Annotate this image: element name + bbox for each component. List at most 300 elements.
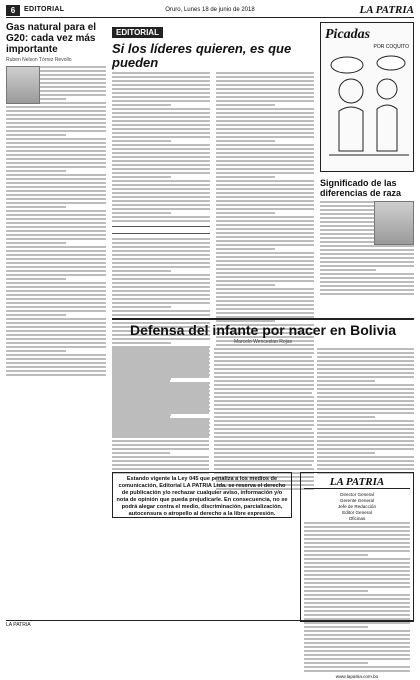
text-line	[6, 158, 106, 160]
left-column-article	[6, 22, 106, 552]
text-line	[6, 154, 106, 156]
text-line	[216, 184, 314, 186]
text-line	[214, 424, 311, 426]
text-line	[216, 296, 314, 298]
text-line	[216, 136, 314, 138]
text-line	[216, 252, 314, 254]
text-line	[112, 188, 210, 190]
text-line	[216, 284, 275, 286]
text-line	[320, 277, 414, 279]
text-line	[6, 306, 106, 308]
text-line	[317, 432, 414, 434]
text-line	[112, 152, 210, 154]
text-line	[6, 258, 106, 260]
text-line	[6, 330, 106, 332]
text-line	[112, 96, 210, 98]
text-line	[214, 364, 311, 366]
staff-placeholder-lines	[304, 522, 410, 672]
editorial-headline: Si los líderes quieren, es que pueden	[112, 41, 292, 70]
text-line	[317, 380, 375, 382]
text-line	[216, 232, 314, 234]
text-line	[320, 293, 414, 295]
text-line	[6, 342, 106, 344]
text-line	[112, 384, 209, 386]
text-line	[112, 180, 210, 182]
text-line	[112, 164, 210, 166]
text-line	[112, 108, 210, 110]
text-line	[6, 110, 106, 112]
text-line	[112, 238, 210, 240]
text-line	[112, 286, 210, 288]
text-line	[214, 448, 311, 450]
text-line	[216, 272, 314, 274]
text-line	[304, 558, 410, 560]
text-line	[317, 392, 414, 394]
feature-column	[214, 348, 311, 476]
text-line	[304, 594, 410, 596]
text-line	[112, 212, 171, 214]
text-line	[6, 126, 106, 128]
text-line	[6, 262, 106, 264]
text-line	[112, 262, 210, 264]
author-portrait	[6, 66, 40, 104]
text-line	[6, 274, 106, 276]
text-line	[317, 360, 414, 362]
text-line	[112, 440, 209, 442]
text-line	[112, 104, 171, 106]
text-line	[6, 350, 66, 352]
text-line	[6, 250, 106, 252]
text-line	[112, 72, 210, 74]
text-line	[216, 188, 314, 190]
text-line	[112, 254, 210, 256]
text-line	[112, 84, 210, 86]
staff-row: Editor General	[342, 510, 372, 515]
text-line	[304, 630, 410, 632]
text-line	[6, 142, 106, 144]
text-line	[112, 396, 209, 398]
text-line	[112, 176, 171, 178]
text-line	[304, 642, 410, 644]
text-line	[304, 538, 410, 540]
text-line	[6, 206, 66, 208]
text-line	[317, 412, 414, 414]
text-line	[6, 322, 106, 324]
text-line	[6, 186, 106, 188]
text-line	[112, 196, 210, 198]
text-line	[112, 192, 210, 194]
text-line	[216, 192, 314, 194]
text-line	[112, 392, 209, 394]
text-line	[214, 460, 311, 462]
text-line	[216, 100, 314, 102]
text-line	[6, 338, 106, 340]
text-line	[304, 654, 410, 656]
text-line	[304, 542, 410, 544]
text-line	[214, 440, 311, 442]
staff-website: www.lapatria.com.bo	[335, 674, 379, 679]
text-line	[112, 460, 209, 462]
text-line	[216, 212, 275, 214]
text-line	[216, 72, 314, 74]
text-line	[320, 269, 376, 271]
text-line	[6, 106, 106, 108]
text-line	[112, 88, 210, 90]
text-line	[216, 140, 275, 142]
text-line	[214, 444, 311, 446]
text-line	[304, 662, 368, 664]
text-line	[6, 190, 106, 192]
text-line	[320, 273, 414, 275]
text-line	[6, 150, 106, 152]
text-line	[216, 160, 314, 162]
text-line	[216, 240, 314, 242]
text-line	[317, 460, 414, 462]
right-column	[320, 22, 414, 282]
text-line	[216, 180, 314, 182]
text-line	[216, 280, 314, 282]
left-article-placeholder-lines	[6, 66, 106, 376]
text-line	[214, 412, 311, 414]
text-line	[112, 310, 210, 312]
text-line	[214, 376, 311, 378]
text-line	[320, 285, 414, 287]
text-line	[216, 264, 314, 266]
text-line	[304, 666, 410, 668]
text-line	[112, 144, 210, 146]
text-line	[6, 226, 106, 228]
dateline: Oruro, Lunes 18 de junio de 2018	[165, 7, 255, 13]
text-line	[216, 216, 314, 218]
text-line	[112, 204, 210, 206]
cartoon-illustration	[321, 51, 415, 171]
text-line	[112, 452, 170, 454]
text-line	[216, 84, 314, 86]
text-line	[317, 448, 414, 450]
text-line	[112, 314, 210, 316]
text-line	[320, 265, 414, 267]
feature-body	[112, 348, 414, 476]
left-article-byline: Ruben Nelson Tórrez Revollo	[6, 57, 72, 63]
text-line	[214, 380, 272, 382]
text-line	[6, 374, 106, 376]
text-line	[6, 130, 106, 132]
text-line	[6, 134, 66, 136]
text-line	[304, 578, 410, 580]
text-line	[304, 566, 410, 568]
text-line	[112, 168, 210, 170]
text-line	[317, 404, 414, 406]
text-line	[6, 362, 106, 364]
text-line	[112, 400, 209, 402]
text-line	[320, 289, 414, 291]
text-line	[6, 270, 106, 272]
right-article-headline: Significado de las diferencias de raza	[320, 178, 402, 198]
text-line	[112, 132, 210, 134]
text-line	[304, 658, 410, 660]
text-line	[112, 208, 210, 210]
text-line	[216, 108, 314, 110]
text-line	[214, 360, 311, 362]
text-line	[317, 440, 414, 442]
text-line	[320, 281, 414, 283]
text-line	[112, 274, 210, 276]
text-line	[112, 298, 210, 300]
text-line	[214, 432, 311, 434]
text-line	[6, 230, 106, 232]
text-line	[214, 400, 311, 402]
page-footer	[6, 620, 414, 628]
text-line	[304, 582, 410, 584]
text-line	[112, 282, 210, 284]
text-line	[6, 178, 106, 180]
text-line	[214, 396, 311, 398]
text-line	[112, 364, 209, 366]
cartoon-title: Picadas	[325, 27, 371, 42]
text-line	[112, 270, 171, 272]
text-line	[317, 368, 414, 370]
text-line	[6, 370, 106, 372]
text-line	[304, 530, 410, 532]
text-line	[317, 424, 414, 426]
text-line	[304, 526, 410, 528]
text-line	[214, 408, 311, 410]
text-line	[214, 384, 311, 386]
text-line	[216, 200, 314, 202]
text-line	[112, 302, 210, 304]
text-line	[216, 96, 314, 98]
text-line	[6, 138, 106, 140]
text-line	[304, 650, 410, 652]
text-line	[216, 248, 275, 250]
text-line	[216, 144, 314, 146]
text-line	[6, 166, 106, 168]
section-label: EDITORIAL	[24, 6, 65, 13]
text-line	[304, 598, 410, 600]
text-line	[216, 168, 314, 170]
text-line	[216, 308, 314, 310]
text-line	[6, 254, 106, 256]
masthead	[6, 4, 414, 18]
text-line	[216, 268, 314, 270]
text-line	[112, 408, 209, 410]
text-line	[112, 348, 209, 350]
text-line	[6, 266, 106, 268]
text-line	[6, 354, 106, 356]
text-line	[216, 312, 314, 314]
text-line	[320, 261, 414, 263]
text-line	[304, 638, 410, 640]
text-line	[6, 314, 66, 316]
text-line	[214, 464, 311, 466]
text-line	[214, 392, 311, 394]
text-line	[112, 246, 210, 248]
staff-brand: LA PATRIA	[304, 476, 410, 489]
feature-placeholder-lines	[214, 348, 311, 474]
text-line	[6, 366, 106, 368]
text-line	[216, 304, 314, 306]
text-line	[304, 546, 410, 548]
text-line	[112, 184, 210, 186]
text-line	[6, 202, 106, 204]
text-line	[6, 198, 106, 200]
text-line	[112, 388, 209, 390]
text-line	[6, 278, 66, 280]
text-line	[304, 670, 410, 672]
text-line	[112, 432, 209, 434]
text-line	[6, 222, 106, 224]
text-line	[6, 210, 106, 212]
text-line	[6, 170, 66, 172]
text-line	[112, 80, 210, 82]
text-line	[317, 384, 414, 386]
text-line	[6, 294, 106, 296]
text-line	[304, 550, 410, 552]
legal-notice: Estando vigente la Ley 045 que penaliza a los medios de comunicación, Editorial LA PATRIA Ltda. se reserva el derecho de publicación y/o rechazar cualquier aviso, información y/o nota de opinión que pueda prejudicarle. En consecuencia, no se podrá alegar contra el medio, discriminación, parcialización, autocensura o atropello al derecho a la libre expresión.	[112, 472, 292, 518]
text-line	[112, 156, 210, 158]
text-line	[216, 104, 275, 106]
text-line	[6, 194, 106, 196]
text-line	[6, 114, 106, 116]
staff-row: Oficinas	[348, 516, 366, 521]
text-line	[216, 220, 314, 222]
text-line	[112, 356, 209, 358]
footer-text: LA PATRIA	[6, 622, 31, 628]
editorial-tag: EDITORIAL	[112, 27, 163, 38]
text-line	[304, 522, 410, 524]
text-line	[317, 376, 414, 378]
text-line	[214, 416, 272, 418]
text-line	[216, 228, 314, 230]
text-line	[112, 424, 209, 426]
text-line	[112, 372, 209, 374]
text-line	[317, 408, 414, 410]
text-line	[216, 124, 314, 126]
text-line	[304, 634, 410, 636]
text-line	[112, 444, 209, 446]
text-line	[216, 152, 314, 154]
text-line	[216, 244, 314, 246]
text-line	[214, 468, 311, 470]
text-line	[112, 140, 171, 142]
text-line	[6, 318, 106, 320]
text-line	[216, 76, 314, 78]
text-line	[6, 182, 106, 184]
text-line	[216, 260, 314, 262]
text-line	[216, 236, 314, 238]
text-line	[214, 352, 311, 354]
text-line	[112, 242, 210, 244]
text-line	[304, 602, 410, 604]
text-line	[216, 92, 314, 94]
text-line	[112, 448, 209, 450]
text-line	[216, 88, 314, 90]
text-line	[6, 218, 106, 220]
text-line	[216, 204, 314, 206]
text-line	[6, 214, 106, 216]
editorial-article	[112, 22, 314, 312]
text-line	[216, 120, 314, 122]
text-line	[112, 436, 209, 438]
text-line	[112, 428, 209, 430]
text-line	[317, 400, 414, 402]
text-line	[112, 128, 210, 130]
text-line	[214, 404, 311, 406]
text-line	[216, 80, 314, 82]
text-line	[317, 348, 414, 350]
text-line	[6, 290, 106, 292]
text-line	[112, 456, 209, 458]
text-line	[214, 368, 311, 370]
text-line	[112, 420, 209, 422]
text-line	[214, 348, 311, 350]
text-line	[304, 590, 368, 592]
text-line	[112, 250, 210, 252]
text-line	[112, 266, 210, 268]
text-line	[216, 112, 314, 114]
text-line	[304, 574, 410, 576]
text-line	[112, 124, 210, 126]
text-line	[216, 224, 314, 226]
staff-row: Director General	[340, 492, 374, 497]
text-line	[304, 586, 410, 588]
text-line	[214, 388, 311, 390]
text-line	[317, 464, 414, 466]
masthead-brand: LA PATRIA	[359, 4, 414, 16]
text-line	[112, 100, 210, 102]
text-line	[317, 444, 414, 446]
text-line	[317, 428, 414, 430]
text-line	[317, 356, 414, 358]
text-line	[6, 298, 106, 300]
text-line	[112, 148, 210, 150]
text-line	[6, 286, 106, 288]
page-number: 6	[6, 5, 20, 16]
text-line	[112, 306, 171, 308]
text-line	[112, 278, 210, 280]
text-line	[112, 360, 209, 362]
text-line	[304, 562, 410, 564]
text-line	[214, 372, 311, 374]
text-line	[112, 416, 170, 418]
text-line	[304, 646, 410, 648]
text-line	[216, 156, 314, 158]
text-line	[112, 352, 209, 354]
text-line	[317, 352, 414, 354]
text-line	[112, 172, 210, 174]
text-line	[317, 364, 414, 366]
text-line	[216, 164, 314, 166]
text-line	[6, 302, 106, 304]
text-line	[112, 220, 210, 222]
staff-box	[300, 472, 414, 679]
text-line	[112, 116, 210, 118]
text-line	[6, 238, 106, 240]
feature-placeholder-lines	[112, 348, 209, 474]
text-line	[112, 200, 210, 202]
feature-article	[112, 318, 414, 466]
text-line	[6, 118, 106, 120]
text-line	[320, 253, 414, 255]
text-line	[6, 310, 106, 312]
text-line	[320, 245, 414, 247]
text-line	[317, 420, 414, 422]
text-line	[214, 456, 311, 458]
text-line	[304, 570, 410, 572]
text-line	[6, 234, 106, 236]
text-line	[216, 256, 314, 258]
text-line	[216, 132, 314, 134]
